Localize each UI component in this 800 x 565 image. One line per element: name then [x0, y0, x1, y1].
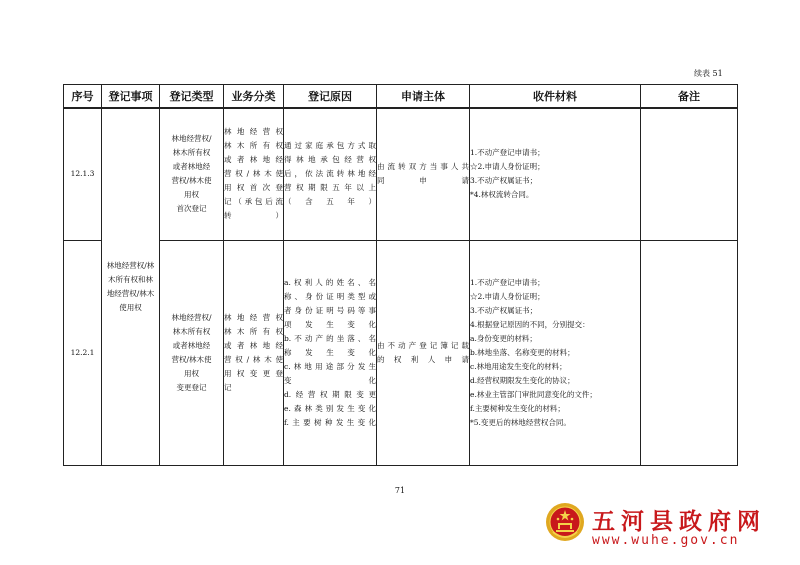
row-seq: 12.1.3: [64, 108, 102, 240]
header-applicant: 申请主体: [377, 85, 470, 109]
cell-line: 称发生变化: [284, 347, 376, 357]
cell-line: 记（承包后流: [224, 197, 283, 207]
row-type: [160, 108, 224, 240]
cell-line: 4.根据登记原因的不同，分别提交：: [470, 319, 590, 329]
header-reason: 登记原因: [284, 85, 377, 109]
cell-line: c.林地用途发生变化的材料；: [470, 361, 567, 371]
cell-line: 林地经营权/: [171, 312, 212, 322]
cell-line: 用权: [184, 190, 199, 200]
page-number: 71: [394, 486, 406, 495]
cell-line: （含五年）: [284, 197, 376, 207]
header-item: 登记事项: [102, 85, 160, 109]
cell-line: 用权首次登: [224, 183, 283, 193]
row-reason: [284, 108, 377, 240]
cell-line: 称、身份证明类型或: [284, 291, 376, 301]
cell-line: 或者林地经: [224, 155, 283, 165]
cell-line: 营权/林木使: [171, 176, 212, 186]
cell-line: ☆2.申请人身份证明；: [470, 291, 545, 301]
cell-line: d.经营权期限变更: [284, 389, 376, 399]
header-category: 业务分类: [224, 85, 284, 109]
cell-line: 后，依法流转林地经: [284, 169, 376, 179]
cell-line: ☆2.申请人身份证明；: [470, 162, 545, 172]
row-applicant: [377, 240, 470, 465]
cell-line: 变化: [284, 375, 376, 385]
cell-line: 3.不动产权属证书；: [470, 305, 538, 315]
cell-line: a.权利人的姓名、名: [284, 277, 376, 287]
cell-line: 由流转双方当事人共: [377, 162, 469, 172]
merged-item-cell: [102, 108, 160, 465]
row-category: [224, 108, 284, 240]
cell-line: 营权期限五年以上: [284, 183, 376, 193]
header-remark: 备注: [641, 85, 738, 109]
cell-line: *4.林权流转合同。: [470, 190, 534, 200]
cell-line: 或者林地经: [172, 162, 211, 172]
merged-item-text: 林地经营权/林木所有权和林地经营权/林木使用权: [106, 260, 155, 312]
cell-line: b.不动产的坐落、名: [284, 333, 376, 343]
row-type: [160, 240, 224, 465]
cell-line: 首次登记: [176, 204, 207, 214]
cell-line: d.经营权期限发生变化的协议；: [470, 375, 575, 385]
cell-line: 由不动产登记簿记载: [377, 340, 469, 350]
cell-line: 者身份证明号码等事: [284, 305, 376, 315]
cell-line: 1.不动产登记申请书；: [470, 277, 545, 287]
row-remark: [641, 240, 738, 465]
header-materials: 收件材料: [470, 85, 641, 109]
cell-line: 记: [224, 382, 232, 392]
row-remark: [641, 108, 738, 240]
cell-line: 林地经营权: [224, 127, 283, 137]
cell-line: *5.变更后的林地经营权合同。: [470, 417, 571, 427]
cell-line: 营权/林木使: [171, 354, 212, 364]
continued-label: 续表 51: [694, 69, 723, 78]
row-category: [224, 240, 284, 465]
row-materials: [470, 108, 641, 240]
cell-line: b.林地坐落、名称变更的材料；: [470, 347, 575, 357]
cell-line: f.主要树种发生变化: [284, 417, 376, 427]
cell-line: 同申请: [377, 176, 469, 186]
cell-line: 转）: [224, 211, 283, 221]
cell-line: 用权变更登: [224, 368, 283, 378]
national-emblem-icon: [545, 502, 585, 542]
cell-line: 林地经营权/: [171, 134, 212, 144]
cell-line: 营权/林木使: [224, 354, 283, 364]
cell-line: 变更登记: [176, 382, 207, 392]
cell-line: 营权/林木使: [224, 169, 283, 179]
cell-line: 林木所有权: [172, 326, 211, 336]
cell-line: e.森林类别发生变化: [284, 403, 376, 413]
cell-line: 1.不动产登记申请书；: [470, 148, 545, 158]
row-seq: 12.2.1: [64, 240, 102, 465]
cell-line: 用权: [184, 368, 199, 378]
header-seq: 序号: [64, 85, 102, 109]
site-url: www.wuhe.gov.cn: [592, 533, 740, 548]
cell-line: 林地经营权: [224, 312, 283, 322]
cell-line: 林木所有权: [224, 326, 283, 336]
cell-line: e.林业主管部门审批同意变化的文件；: [470, 389, 597, 399]
cell-line: a.身份变更的材料；: [470, 333, 537, 343]
cell-line: 或者林地经: [172, 340, 211, 350]
table-row: [64, 240, 738, 465]
header-type: 登记类型: [160, 85, 224, 109]
cell-line: 项发生变化: [284, 319, 376, 329]
site-name: 五河县政府网: [592, 509, 766, 535]
registration-table: [63, 84, 738, 466]
row-reason: [284, 240, 377, 465]
cell-line: 或者林地经: [224, 340, 283, 350]
cell-line: c.林地用途部分发生: [284, 361, 376, 371]
cell-line: 得林地承包经营权: [284, 155, 376, 165]
cell-line: 的权利人申请: [377, 354, 469, 364]
row-materials: [470, 240, 641, 465]
table-row: [64, 108, 738, 240]
cell-line: 3.不动产权属证书；: [470, 176, 538, 186]
cell-line: 林木所有权: [172, 148, 211, 158]
cell-line: f.主要树种发生变化的材料；: [470, 403, 565, 413]
row-applicant: [377, 108, 470, 240]
cell-line: 林木所有权: [224, 141, 283, 151]
header-row: [64, 85, 738, 109]
cell-line: 通过家庭承包方式取: [284, 141, 376, 151]
